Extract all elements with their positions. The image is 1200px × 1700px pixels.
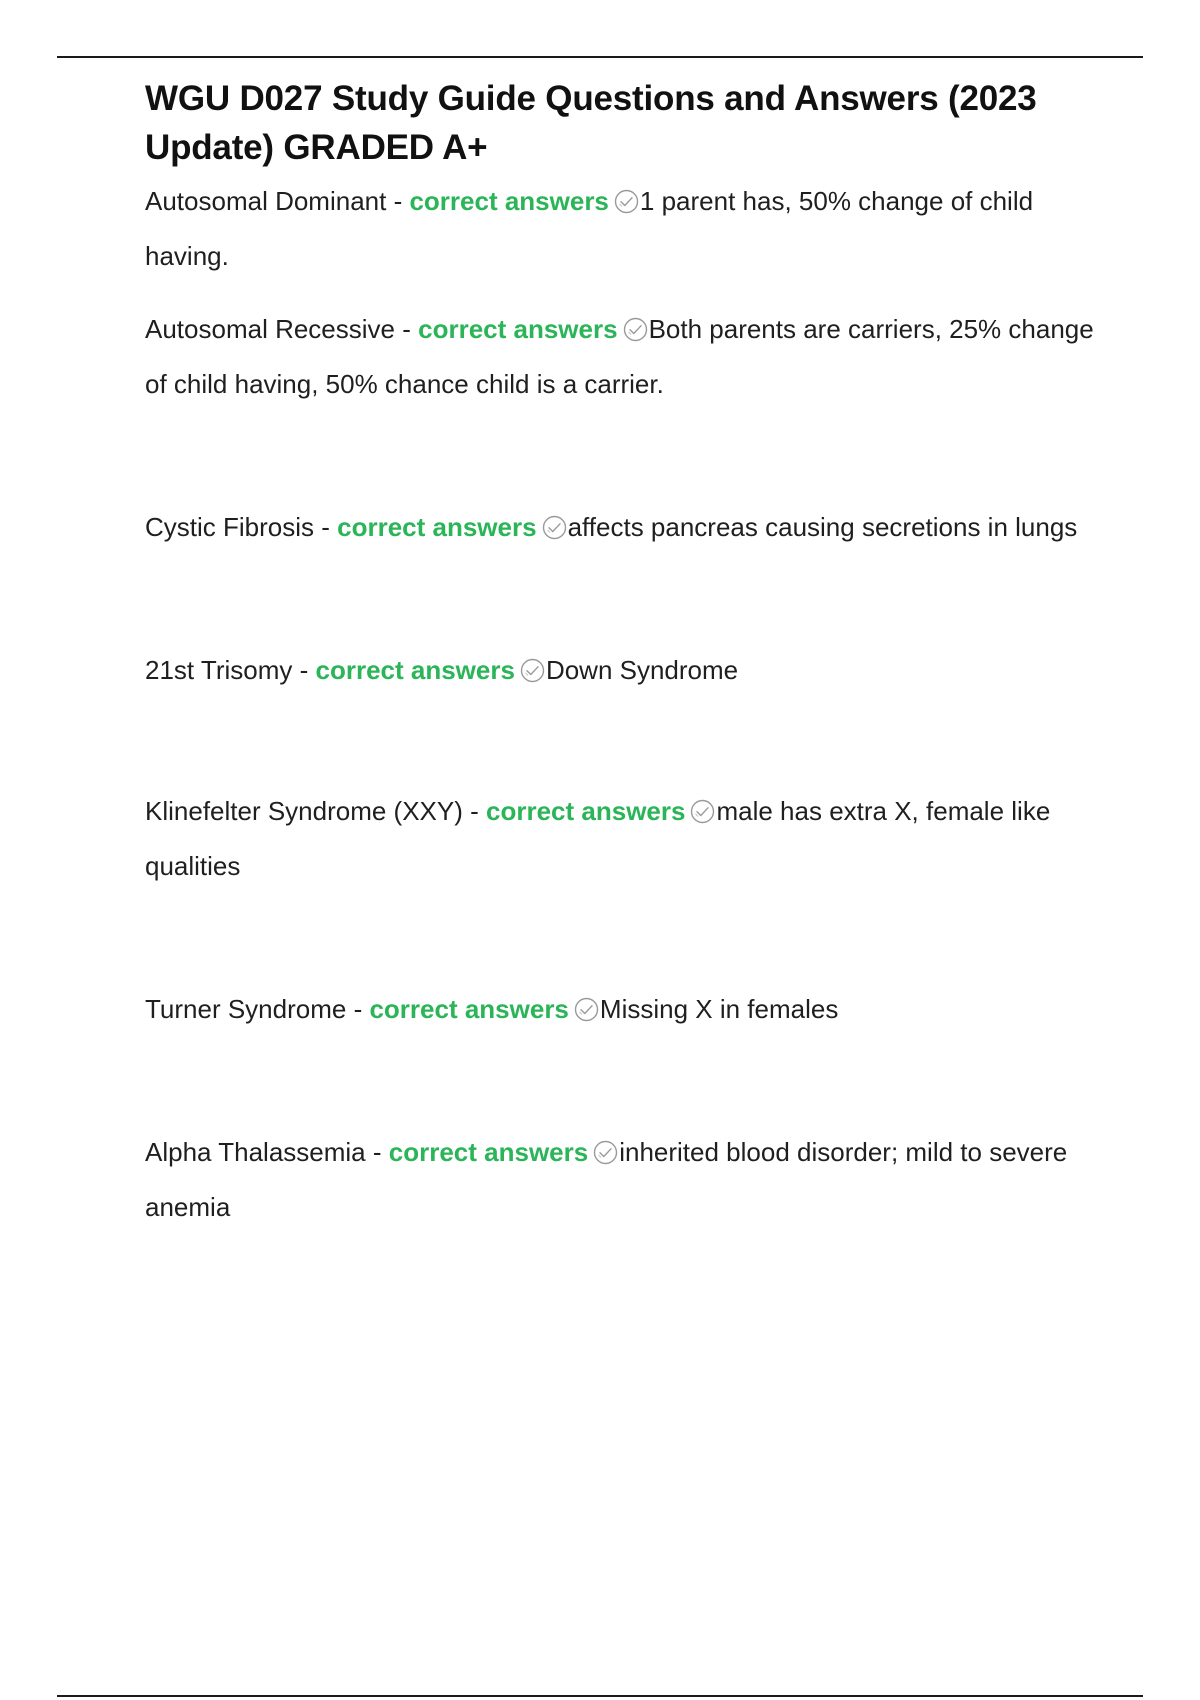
- qa-entry-5: [145, 982, 1095, 1037]
- separator: -: [346, 994, 370, 1024]
- term: Alpha Thalassemia: [145, 1137, 366, 1167]
- term: Turner Syndrome: [145, 994, 347, 1024]
- correct-answers-label: correct answers: [409, 186, 609, 216]
- qa-entry-4: [145, 784, 1095, 894]
- answer-text: male has extra X, female like qualities: [145, 796, 1051, 881]
- term: Autosomal Recessive: [145, 314, 395, 344]
- check-circle-icon: [542, 515, 567, 540]
- answer-text: Missing X in females: [599, 994, 839, 1024]
- term: Autosomal Dominant: [145, 186, 387, 216]
- separator: -: [365, 1137, 389, 1167]
- qa-entry-2: [145, 500, 1095, 555]
- check-circle-icon: [690, 799, 715, 824]
- check-circle-icon: [593, 1140, 618, 1165]
- check-circle-icon: [574, 997, 599, 1022]
- qa-entry-3: [145, 643, 1095, 698]
- qa-entry-1: [145, 302, 1095, 412]
- answer-text: Down Syndrome: [545, 655, 739, 685]
- check-circle-icon: [623, 317, 648, 342]
- term: Cystic Fibrosis: [145, 512, 315, 542]
- answer-text: inherited blood disorder; mild to severe anemia: [145, 1137, 1068, 1222]
- answer-text: Both parents are carriers, 25% change of child having, 50% chance child is a carrier.: [145, 314, 1094, 399]
- separator: -: [395, 314, 419, 344]
- separator: -: [292, 655, 316, 685]
- qa-entry-0: [145, 174, 1095, 284]
- answer-text: affects pancreas causing secretions in lungs: [567, 512, 1078, 542]
- correct-answers-label: correct answers: [388, 1137, 589, 1167]
- separator: -: [462, 796, 487, 826]
- separator: -: [386, 186, 410, 216]
- term: Klinefelter Syndrome (XXY): [145, 796, 463, 826]
- correct-answers-label: correct answers: [337, 512, 537, 542]
- document-body: [145, 74, 1095, 1235]
- document-title: WGU D027 Study Guide Questions and Answers (2023 Update) GRADED A+: [145, 79, 1037, 167]
- answer-text: 1 parent has, 50% change of child having.: [145, 186, 1034, 271]
- correct-answers-label: correct answers: [486, 796, 686, 826]
- correct-answers-label: correct answers: [418, 314, 618, 344]
- separator: -: [314, 512, 338, 542]
- term: 21st Trisomy: [145, 655, 293, 685]
- bottom-rule: [57, 1695, 1143, 1697]
- qa-entry-6: [145, 1125, 1095, 1235]
- top-rule: [57, 56, 1143, 58]
- check-circle-icon: [614, 189, 639, 214]
- check-circle-icon: [520, 658, 545, 683]
- correct-answers-label: correct answers: [369, 994, 569, 1024]
- correct-answers-label: correct answers: [315, 655, 515, 685]
